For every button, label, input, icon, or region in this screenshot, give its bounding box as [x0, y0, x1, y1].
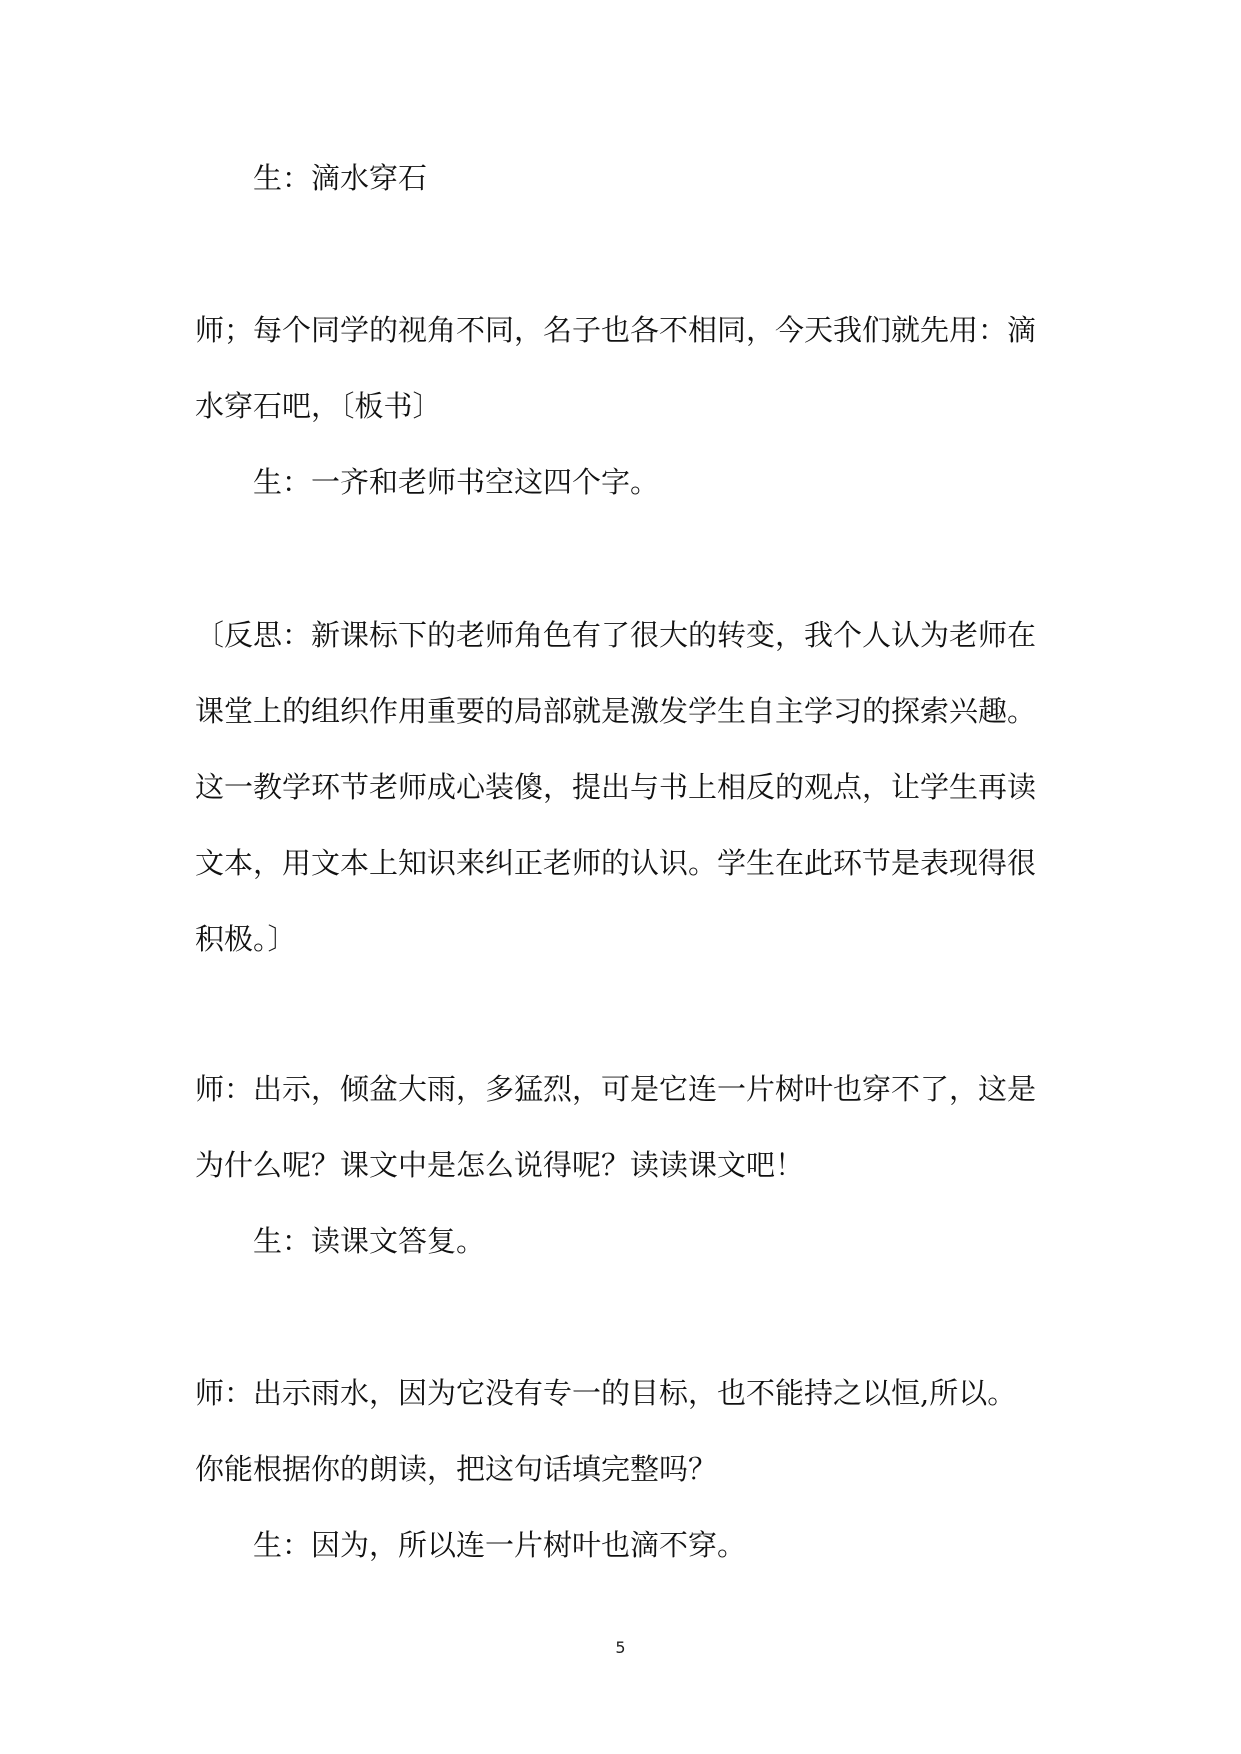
- paragraph-student-fill: [195, 1507, 1055, 1583]
- paragraph-student-read: [195, 1203, 1055, 1279]
- text-line: 课堂上的组织作用重要的局部就是激发学生自主学习的探索兴趣。: [195, 694, 1037, 728]
- text-line: 生：滴水穿石: [253, 161, 428, 195]
- page-number: 5: [615, 1638, 626, 1657]
- paragraph-teacher-naming: [195, 292, 1055, 444]
- text-line: 生：一齐和老师书空这四个字。: [253, 465, 660, 499]
- text-line: 生：读课文答复。: [253, 1224, 486, 1258]
- paragraph-student-writing: [195, 444, 1055, 520]
- text-line: 师：出示雨水，因为它没有专一的目标，也不能持之以恒,所以。: [195, 1376, 1017, 1410]
- text-line: 文本，用文本上知识来纠正老师的认识。学生在此环节是表现得很: [195, 846, 1037, 880]
- text-line: 生：因为，所以连一片树叶也滴不穿。: [253, 1528, 747, 1562]
- text-line: 水穿石吧，〔板书〕: [195, 389, 442, 423]
- text-line: 积极。〕: [195, 922, 297, 956]
- text-line: 这一教学环节老师成心装傻，提出与书上相反的观点，让学生再读: [195, 770, 1037, 804]
- paragraph-reflection: [195, 597, 1055, 977]
- text-line: 师；每个同学的视角不同，名子也各不相同，今天我们就先用：滴: [195, 313, 1037, 347]
- text-line: 你能根据你的朗读，把这句话填完整吗？: [195, 1452, 718, 1486]
- text-line: 师：出示，倾盆大雨，多猛烈，可是它连一片树叶也穿不了，这是: [195, 1072, 1037, 1106]
- paragraph-teacher-fill: [195, 1355, 1055, 1507]
- text-line: 为什么呢？课文中是怎么说得呢？读读课文吧！: [195, 1148, 805, 1182]
- text-line: 〔反思：新课标下的老师角色有了很大的转变，我个人认为老师在: [195, 618, 1037, 652]
- paragraph-student-answer-1: [195, 140, 1055, 216]
- paragraph-teacher-rain: [195, 1051, 1055, 1203]
